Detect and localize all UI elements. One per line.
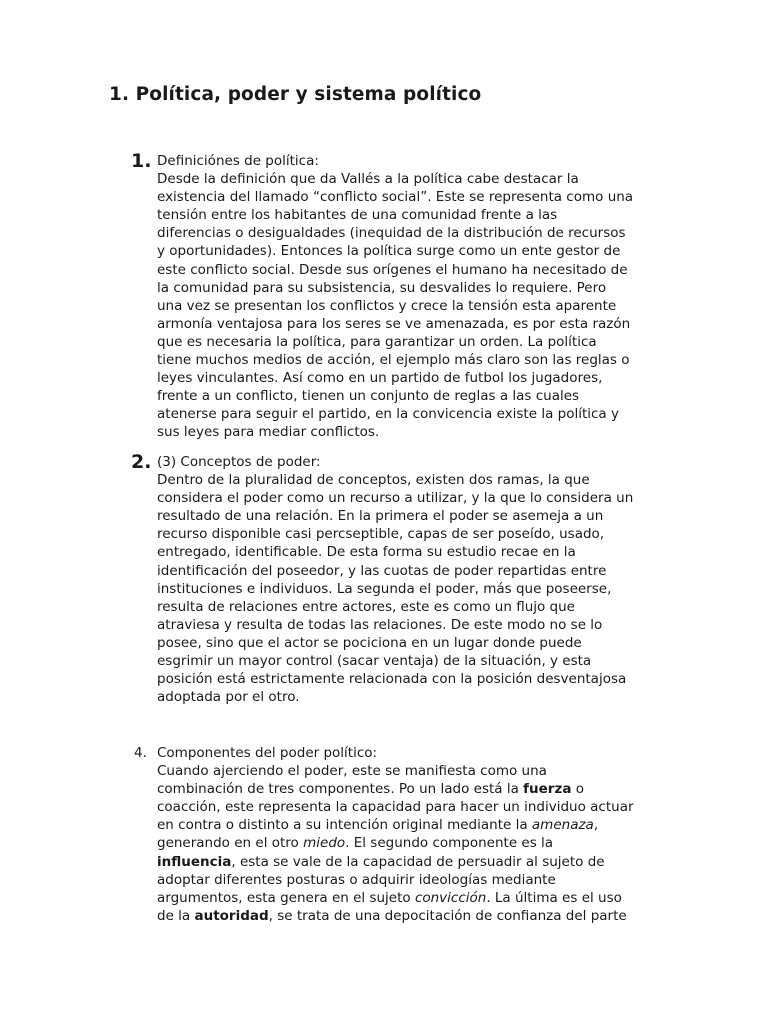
text-segment: generando en el otro bbox=[157, 835, 304, 852]
list-body bbox=[157, 152, 697, 442]
text-line: Desde la definición que da Vallés a la política cabe destacar la bbox=[157, 171, 579, 188]
text-line: resulta de relaciones entre actores, este es como un flujo que bbox=[157, 598, 575, 615]
list-body bbox=[157, 453, 697, 706]
bold-term-fuerza: fuerza bbox=[523, 781, 572, 798]
text-segment: . El segundo componente es la bbox=[345, 835, 554, 852]
italic-term-miedo: miedo bbox=[303, 835, 346, 852]
text-line: recurso disponible casi percseptible, capas de ser poseído, usado, bbox=[157, 526, 605, 543]
text-segment: . La última es el uso bbox=[486, 889, 622, 906]
text-line: la comunidad para su subsistencia, su desvalides lo requiere. Pero bbox=[157, 279, 607, 296]
text-segment: en contra o distinto a su intención original mediante la bbox=[157, 817, 532, 834]
text-line: atenerse para seguir el partido, en la convicencia existe la política y bbox=[157, 406, 619, 423]
text-line: Cuando ajerciendo el poder, este se manifiesta como una bbox=[157, 763, 547, 780]
text-line: adoptada por el otro. bbox=[157, 689, 300, 706]
text-line: sus leyes para mediar conflictos. bbox=[157, 424, 380, 441]
text-line bbox=[157, 780, 697, 798]
text-line bbox=[157, 816, 697, 834]
text-line: considera el poder como un recurso a utilizar, y la que lo considera un bbox=[157, 490, 634, 507]
text-line bbox=[157, 889, 697, 907]
text-line: leyes vinculantes. Así como en un partido de futbol los jugadores, bbox=[157, 370, 603, 387]
text-segment: combinación de tres componentes. Po un lado está la bbox=[157, 781, 524, 798]
text-segment: , se trata de una depocitación de confianza del parte bbox=[268, 907, 627, 924]
text-line: esgrimir un mayor control (sacar ventaja) de la situación, y esta bbox=[157, 653, 592, 670]
text-line: coacción, este representa la capacidad para hacer un individuo actuar bbox=[157, 799, 634, 816]
text-line: una vez se presentan los conflictos y crece la tensión esta aparente bbox=[157, 297, 617, 314]
text-line: y oportunidades). Entonces la política surge como un ente gestor de bbox=[157, 243, 621, 260]
text-line: diferencias o desigualdades (inequidad de la distribución de recursos bbox=[157, 225, 626, 242]
text-line: este conflicto social. Desde sus orígenes el humano ha necesitado de bbox=[157, 261, 628, 278]
text-line: instituciones e individuos. La segunda el poder, más que poseerse, bbox=[157, 580, 612, 597]
item-heading: Componentes del poder político: bbox=[157, 745, 378, 761]
italic-term-conviccion: convicción bbox=[414, 889, 487, 906]
list-number: 4. bbox=[134, 745, 147, 761]
list-number: 1. bbox=[131, 150, 152, 172]
list-body bbox=[157, 744, 697, 925]
text-line bbox=[157, 907, 697, 925]
item-heading: Definiciónes de política: bbox=[157, 153, 319, 169]
text-line: posición está estrictamente relacionada con la posición desventajosa bbox=[157, 671, 627, 688]
text-line: existencia del llamado “conflicto social”. Este se representa como una bbox=[157, 189, 634, 206]
text-line bbox=[157, 853, 697, 871]
page-title: 1. Política, poder y sistema político bbox=[109, 84, 482, 105]
text-line: tiene muchos medios de acción, el ejemplo más claro son las reglas o bbox=[157, 352, 630, 369]
text-line: adoptar diferentes posturas o adquirir ideologías mediante bbox=[157, 871, 556, 888]
text-line bbox=[157, 834, 697, 852]
text-line: que es necesaria la política, para garantizar un orden. La política bbox=[157, 333, 597, 350]
text-line: Dentro de la pluralidad de conceptos, existen dos ramas, la que bbox=[157, 472, 590, 489]
text-line: armonía ventajosa para los seres se ve amenazada, es por esta razón bbox=[157, 315, 631, 332]
text-line: entregado, identificable. De esta forma su estudio recae en la bbox=[157, 544, 576, 561]
text-line: frente a un conflicto, tienen un conjunto de reglas a las cuales bbox=[157, 388, 580, 405]
item-heading: (3) Conceptos de poder: bbox=[157, 454, 321, 470]
text-segment: argumentos, esta genera en el sujeto bbox=[157, 889, 415, 906]
text-line: identificación del poseedor, y las cuotas de poder repartidas entre bbox=[157, 562, 607, 579]
text-segment: de la bbox=[157, 907, 195, 924]
bold-term-autoridad: autoridad bbox=[194, 907, 269, 924]
text-line: posee, sino que el actor se pociciona en un lugar donde puede bbox=[157, 634, 582, 651]
text-segment: o bbox=[571, 781, 584, 798]
bold-term-influencia: influencia bbox=[157, 853, 232, 870]
text-segment: , bbox=[593, 817, 599, 834]
text-line: tensión entre los habitantes de una comunidad frente a las bbox=[157, 207, 558, 224]
text-line: resultado de una relación. En la primera el poder se asemeja a un bbox=[157, 508, 604, 525]
italic-term-amenaza: amenaza bbox=[531, 817, 594, 834]
list-number: 2. bbox=[131, 451, 152, 473]
text-line: atraviesa y resulta de todas las relaciones. De este modo no se lo bbox=[157, 616, 603, 633]
text-segment: , esta se vale de la capacidad de persuadir al sujeto de bbox=[231, 853, 605, 870]
